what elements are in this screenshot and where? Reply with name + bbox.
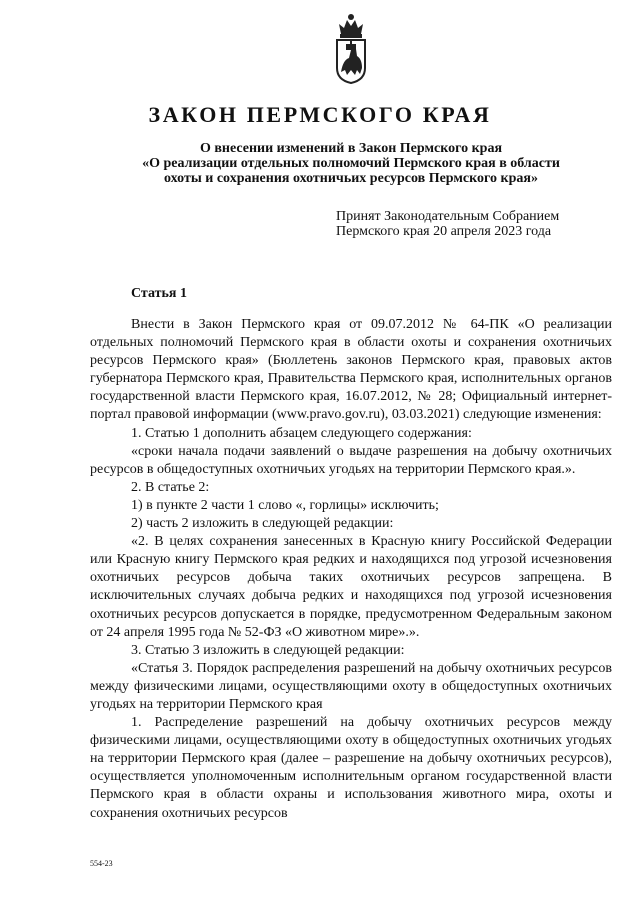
subtitle-line: «О реализации отдельных полномочий Пермского края в области: [142, 156, 560, 171]
coat-of-arms-icon: [331, 12, 371, 84]
paragraph: «Статья 3. Порядок распределения разрешений на добычу охотничьих ресурсов между физическими лицами, осуществляющими охоту в общедоступных охотничьих угодьях на территории Пермского края: [90, 660, 612, 712]
paragraph: «сроки начала подачи заявлений о выдаче разрешения на добычу охотничьих ресурсов в общедоступных охотничьих угодьях на территории Пермского края.».: [90, 443, 612, 477]
paragraph: 2. В статье 2:: [131, 479, 210, 495]
subtitle-line: охоты и сохранения охотничьих ресурсов Пермского края»: [164, 171, 538, 186]
law-title: ЗАКОН ПЕРМСКОГО КРАЯ: [148, 102, 492, 127]
adoption-note: [336, 209, 559, 239]
adoption-line: Пермского края 20 апреля 2023 года: [336, 224, 552, 239]
paragraph: 1) в пункте 2 части 1 слово «, горлицы» исключить;: [131, 497, 439, 513]
article-body: [90, 316, 612, 823]
law-subtitle: [60, 141, 640, 186]
paragraph: 1. Распределение разрешений на добычу охотничьих ресурсов между физическими лицами, осуществляющими охоту в общедоступных охотничьих угодьях на территории Пермского края (далее – разрешение на добычу охотничьих ресурсов), осуществляется уполномоченным исполнительным органом государственной власти Пермского края в области охраны и использования животного мира, охоты и сохранения охотничьих ресурсов: [90, 715, 612, 821]
paragraph: «2. В целях сохранения занесенных в Красную книгу Российской Федерации или Красную книгу Пермского края редких и находящихся под угрозой исчезновения охотничьих ресурсов добыча таких охотничьих ресурсов запрещена. В исключительных случаях добыча редких и находящихся под угрозой исчезновения охотничьих ресурсов допускается в порядке, предусмотренном Федеральным законом от 24 апреля 1995 года № 52-ФЗ «О животном мире».».: [90, 534, 612, 640]
paragraph: Внести в Закон Пермского края от 09.07.2012 № 64-ПК «О реализации отдельных полномочий Пермского края в области охоты и сохранения охотничьих ресурсов Пермского края» (Бюллетень законов Пермского края, правовых актов губернатора Пермского края, Правительства Пермского края, исполнительных органов государственной власти Пермского края, 16.07.2012, № 28; Официальный интернет-портал правовой информации (www.pravo.gov.ru), 03.03.2021) следующие изменения:: [90, 317, 612, 423]
article-heading: Статья 1: [131, 286, 187, 301]
subtitle-line: О внесении изменений в Закон Пермского края: [199, 141, 503, 156]
paragraph: 2) часть 2 изложить в следующей редакции:: [131, 516, 394, 532]
paragraph: 3. Статью 3 изложить в следующей редакции:: [131, 642, 405, 658]
adoption-line: Принят Законодательным Собранием: [336, 209, 560, 224]
paragraph: 1. Статью 1 дополнить абзацем следующего содержания:: [131, 425, 472, 441]
document-code: 554-23: [90, 859, 113, 868]
